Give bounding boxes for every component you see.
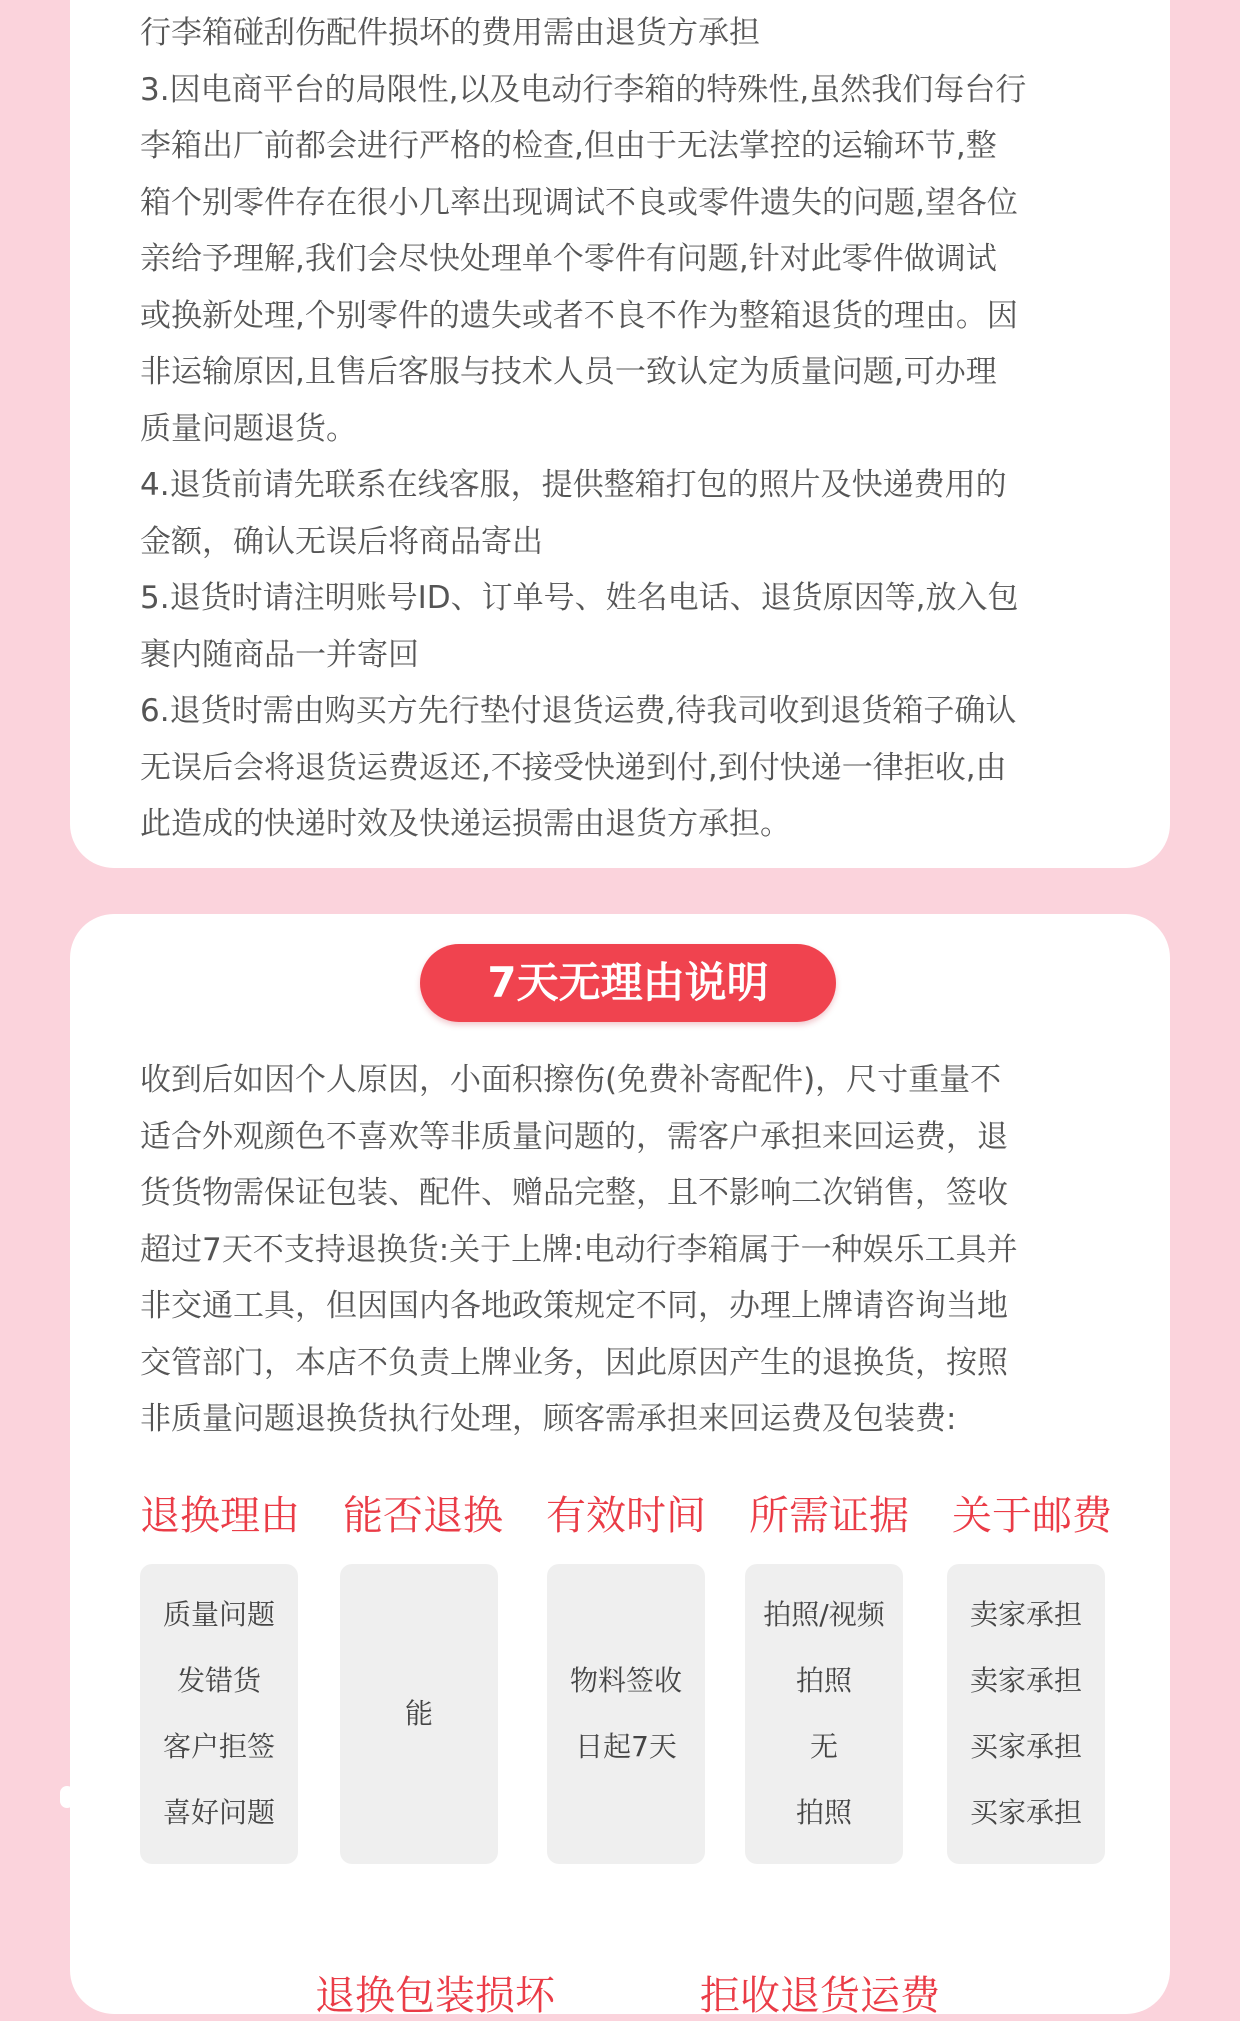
table-cell: 客户拒签 [162, 1730, 275, 1763]
seven-day-line: 货货物需保证包装、配件、赠品完整，且不影响二次销售，签收 [140, 1175, 1008, 1211]
header-evidence: 所需证据 [749, 1493, 909, 1539]
table-cell: 无 [809, 1730, 838, 1763]
seven-day-line: 非质量问题退换货执行处理，顾客需承担来回运费及包装费: [140, 1401, 957, 1437]
policy-line: 无误后会将退货运费返还,不接受快递到付,到付快递一律拒收,由 [140, 749, 1007, 786]
policy-line: 金额，确认无误后将商品寄出 [140, 523, 543, 560]
table-cell: 物料签收 [569, 1664, 682, 1697]
table-cell: 质量问题 [162, 1598, 275, 1631]
decorative-dot [60, 1786, 74, 1808]
table-cell: 买家承担 [969, 1730, 1082, 1763]
footer-partial-heading: 拒收退货运费 [700, 1973, 940, 2019]
seven-day-line: 适合外观颜色不喜欢等非质量问题的，需客户承担来回运费，退 [140, 1118, 1008, 1155]
seven-day-line: 非交通工具，但因国内各地政策规定不同，办理上牌请咨询当地 [140, 1288, 1008, 1324]
column-can-return [340, 1564, 498, 1864]
return-policy-text [140, 5, 1140, 853]
table-cell: 拍照 [795, 1796, 852, 1829]
seven-day-title-badge: 7天无理由说明 [420, 944, 836, 1022]
policy-line: 或换新处理,个别零件的遗失或者不良不作为整箱退货的理由。因 [140, 297, 1018, 334]
policy-line: 李箱出厂前都会进行严格的检查,但由于无法掌控的运输环节,整 [140, 128, 997, 164]
return-policy-card [70, 0, 1170, 868]
policy-line: 4.退货前请先联系在线客服，提供整箱打包的照片及快递费用的 [140, 467, 1007, 503]
policy-line: 裹内随商品一并寄回 [140, 636, 419, 673]
column-evidence [745, 1564, 903, 1864]
table-cell: 卖家承担 [969, 1664, 1082, 1697]
seven-day-line: 超过7天不支持退换货:关于上牌:电动行李箱属于一种娱乐工具并 [140, 1231, 1018, 1268]
policy-line: 亲给予理解,我们会尽快处理单个零件有问题,针对此零件做调试 [140, 241, 997, 277]
table-cell: 喜好问题 [162, 1796, 275, 1829]
seven-day-line: 交管部门，本店不负责上牌业务，因此原因产生的退换货，按照 [140, 1344, 1008, 1381]
policy-line: 质量问题退货。 [140, 410, 357, 447]
column-return-reason [140, 1564, 298, 1864]
policy-line: 3.因电商平台的局限性,以及电动行李箱的特殊性,虽然我们每台行 [140, 71, 1027, 108]
table-cell: 日起7天 [575, 1730, 677, 1763]
policy-line: 箱个别零件存在很小几率出现调试不良或零件遗失的问题,望各位 [140, 184, 1018, 221]
policy-line: 6.退货时需由购买方先行垫付退货运费,待我司收到退货箱子确认 [140, 693, 1017, 729]
policy-line: 此造成的快递时效及快递运损需由退货方承担。 [140, 806, 791, 842]
table-cell: 买家承担 [969, 1796, 1082, 1829]
seven-day-text [140, 1052, 1145, 1448]
seven-day-line: 收到后如因个人原因，小面积擦伤(免费补寄配件)，尺寸重量不 [140, 1062, 1002, 1098]
header-can-return: 能否退换 [343, 1493, 503, 1539]
footer-partial-heading: 退换包装损坏 [315, 1973, 555, 2019]
header-postage: 关于邮费 [952, 1493, 1112, 1539]
column-valid-time [547, 1564, 705, 1864]
policy-line: 行李箱碰刮伤配件损坏的费用需由退货方承担 [140, 15, 760, 51]
table-cell: 拍照/视频 [763, 1598, 885, 1631]
table-cell: 能 [404, 1697, 433, 1730]
table-cell: 拍照 [795, 1664, 852, 1697]
header-valid-time: 有效时间 [546, 1493, 706, 1539]
table-header-row [140, 1486, 1180, 1546]
table-cell: 卖家承担 [969, 1598, 1082, 1631]
policy-line: 5.退货时请注明账号ID、订单号、姓名电话、退货原因等,放入包 [140, 580, 1019, 616]
column-postage [947, 1564, 1105, 1864]
policy-line: 非运输原因,且售后客服与技术人员一致认定为质量问题,可办理 [140, 354, 997, 390]
table-cell: 发错货 [176, 1664, 261, 1697]
header-return-reason: 退换理由 [140, 1493, 300, 1539]
seven-day-card [70, 914, 1170, 2019]
